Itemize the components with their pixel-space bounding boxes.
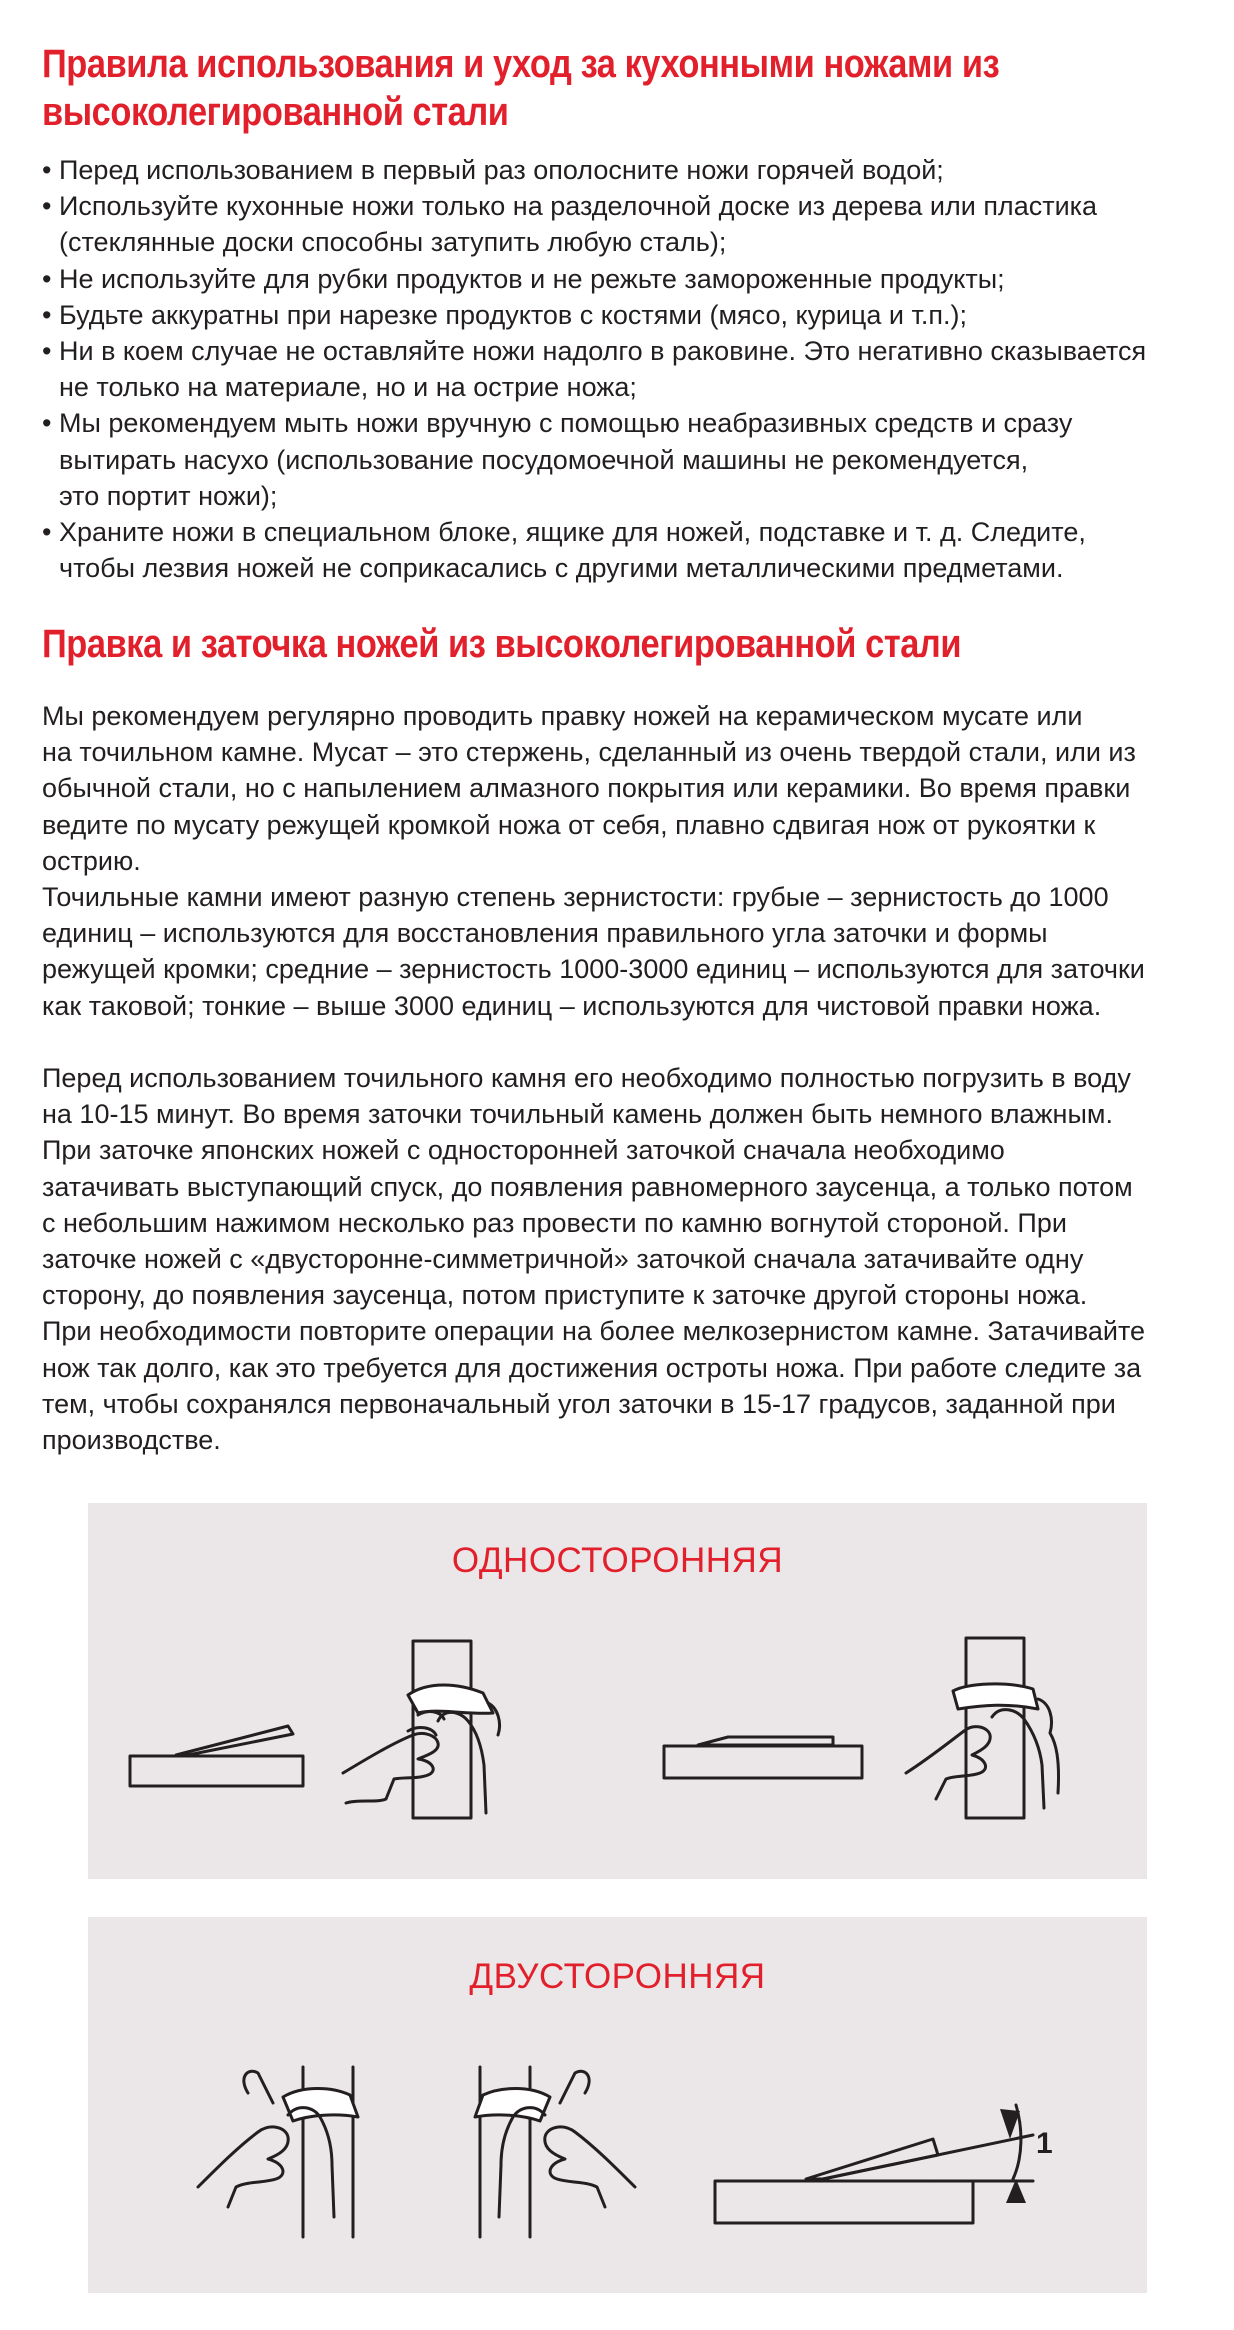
list-item: • Храните ножи в специальном блоке, ящике для ножей, подставке и т. д. Следите, чтобы лезвия ножей не соприкасались с другими металлическими предметами. xyxy=(42,514,1212,586)
hand-sharpening-icon xyxy=(343,1641,500,1818)
double-sided-panel xyxy=(88,1917,1147,2293)
single-sided-panel xyxy=(88,1503,1147,1879)
list-item: • Ни в коем случае не оставляйте ножи надолго в раковине. Это негативно сказывается не только на материале, но и на острие ножа; xyxy=(42,333,1212,405)
single-sided-illustrations xyxy=(88,1503,1147,1879)
left-hand-sharpening-icon xyxy=(198,2067,358,2237)
hand-pressing-icon xyxy=(906,1638,1059,1818)
list-item: • Перед использованием в первый раз ополосните ножи горячей водой; xyxy=(42,152,1212,188)
sharpening-paragraph-2: Перед использованием точильного камня его необходимо полностью погрузить в воду на 10-15 минут. Во время заточки точильный камень должен быть немного влажным. При заточке японских ножей с односторонней заточкой сначала необходимо затачивать выступающий спуск, до появления равномерного заусенца, а только потом с небольшим нажимом несколько раз провести по камню вогнутой стороной. При заточке ножей с «двусторонне-симметричной» заточкой сначала затачивайте одну сторону, до появления заусенца, потом приступите к заточке другой стороны ножа. При необходимости повторите операции на более мелкозернистом камне. Затачивайте нож так долго, как это требуется для достижения остроты ножа. При работе следите за тем, чтобы сохранялся первоначальный угол заточки в 15-17 градусов, заданной при производстве. xyxy=(42,1063,1146,1456)
angled-blade-icon xyxy=(130,1726,303,1786)
angle-label: 1 xyxy=(1036,2127,1053,2160)
single-sided-title: ОДНОСТОРОННЯЯ xyxy=(451,1541,784,1580)
list-item: • Используйте кухонные ножи только на разделочной доске из дерева или пластика (стеклянные доски способны затупить любую сталь); xyxy=(42,188,1212,260)
sharpening-heading: Правка и заточка ножей из высоколегированной стали xyxy=(42,622,962,666)
sharpening-paragraph-1: Мы рекомендуем регулярно проводить правку ножей на керамическом мусате или на точильном камне. Мусат – это стержень, сделанный из очень твердой стали, или из обычной стали, но с напылением алмазного покрытия или керамики. Во время правки ведите по мусату режущей кромкой ножа от себя, плавно сдвигая нож от рукоятки к острию. Точильные камни имеют разную степень зернистости: грубые – зернистость до 1000 единиц – используются для восстановления правильного угла заточки и формы режущей кромки; средние – зернистость 1000-3000 единиц – используются для заточки как таковой; тонкие – выше 3000 единиц – используются для чистовой правки ножа. xyxy=(42,701,1145,1021)
rules-list xyxy=(42,152,1212,586)
rules-heading xyxy=(42,40,999,136)
rules-heading-line2: высоколегированной стали xyxy=(42,90,509,134)
right-hand-sharpening-icon xyxy=(475,2067,635,2237)
double-sided-illustrations xyxy=(88,1917,1147,2293)
list-item: • Мы рекомендуем мыть ножи вручную с помощью неабразивных средств и сразу вытирать насухо (использование посудомоечной машины не рекомендуется, это портит ножи); xyxy=(42,405,1212,514)
flat-blade-icon xyxy=(664,1737,862,1778)
angle-diagram-icon xyxy=(715,2105,1053,2223)
list-item: • Не используйте для рубки продуктов и не режьте замороженные продукты; xyxy=(42,261,1212,297)
rules-heading-line1: Правила использования и уход за кухонными ножами из xyxy=(42,42,1000,86)
list-item: • Будьте аккуратны при нарезке продуктов с костями (мясо, курица и т.п.); xyxy=(42,297,1212,333)
double-sided-title: ДВУСТОРОННЯЯ xyxy=(469,1957,766,1996)
